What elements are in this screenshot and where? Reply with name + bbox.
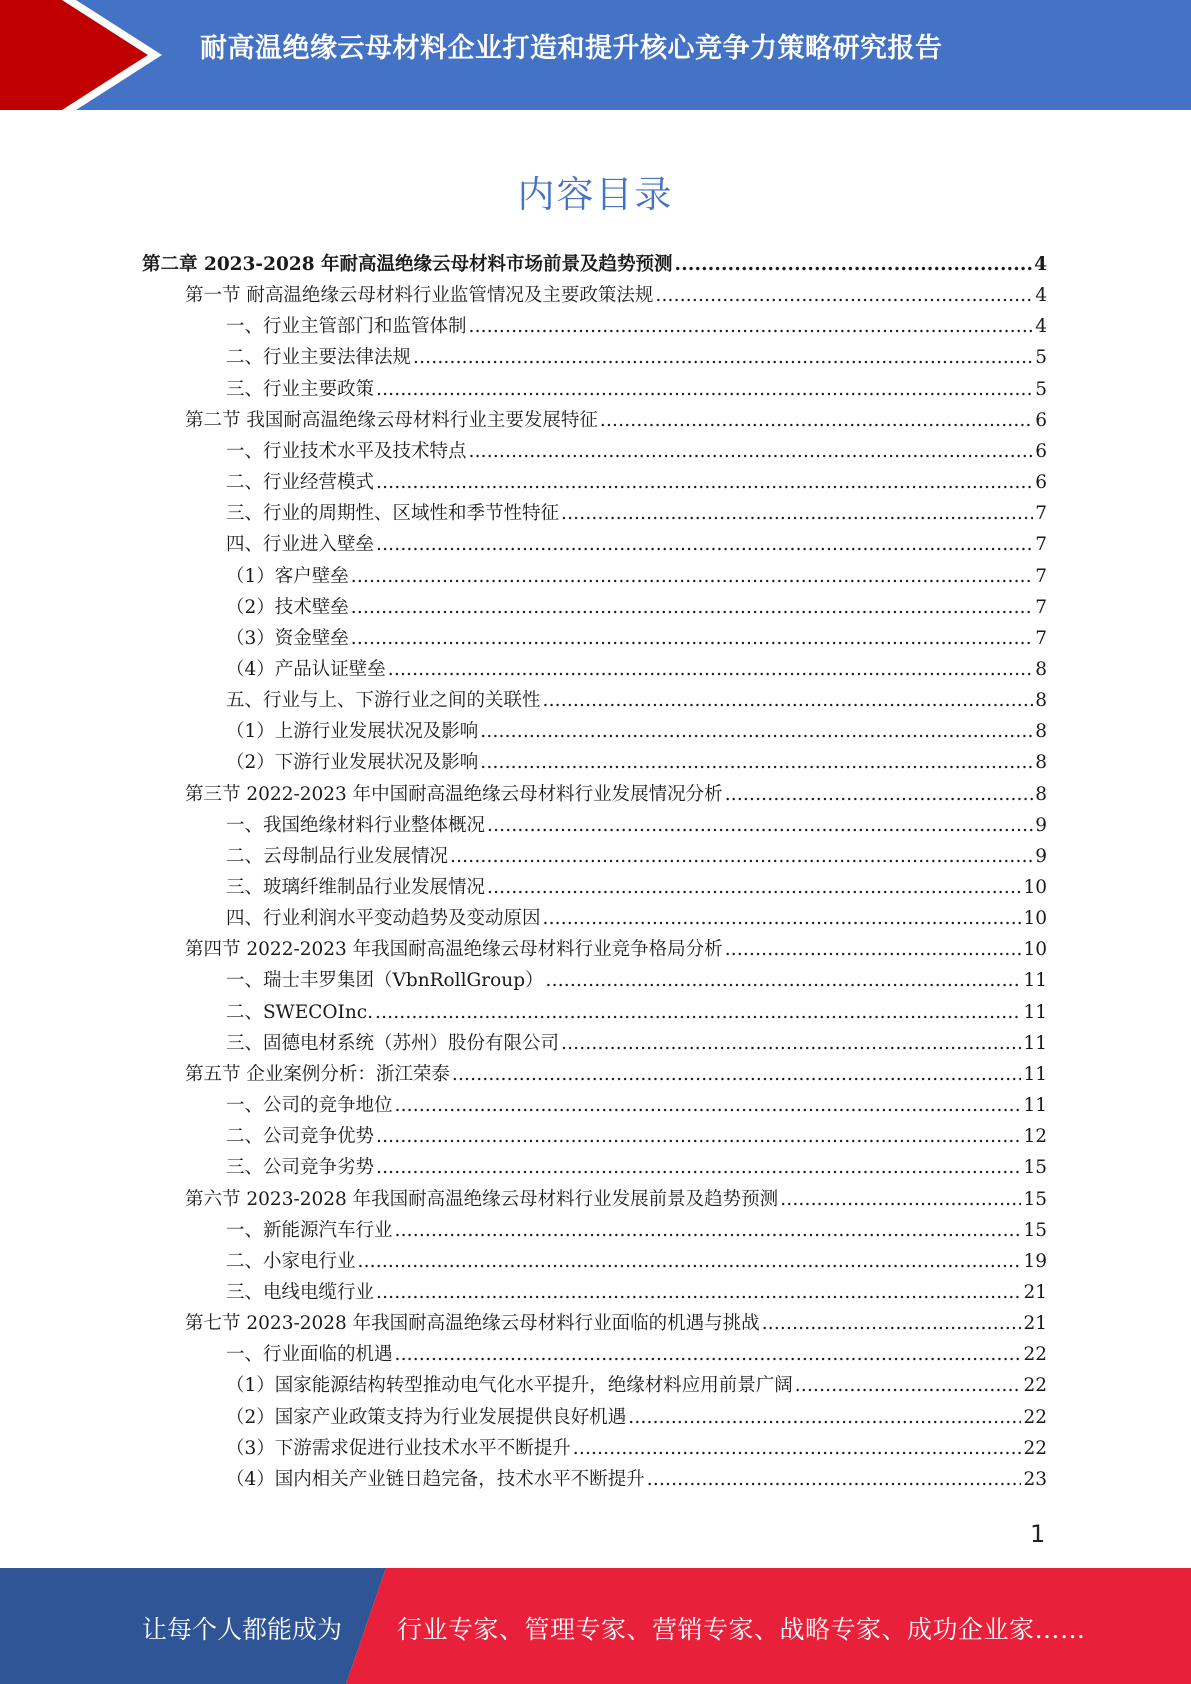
toc-entry-page: 11 (1023, 970, 1047, 992)
toc-entry-title: 第七节 2023-2028 年我国耐高温绝缘云母材料行业面临的机遇与挑战 (185, 1313, 760, 1335)
toc-entry-page: 11 (1023, 1032, 1047, 1054)
toc-entry-title: 二、行业经营模式 (226, 472, 375, 494)
toc-entry-title: （1）客户壁垒 (226, 565, 349, 587)
toc-subsection-entry[interactable] (226, 1216, 1047, 1247)
toc-subsection-entry[interactable] (226, 1434, 1047, 1465)
toc-entry-title: 四、行业利润水平变动趋势及变动原因 (226, 908, 541, 930)
toc-dot-leader (480, 721, 1033, 742)
toc-dot-leader (780, 1189, 1021, 1210)
toc-entry-page: 22 (1023, 1406, 1047, 1428)
toc-entry-page: 8 (1035, 783, 1047, 805)
toc-subsection-entry[interactable] (226, 1029, 1047, 1060)
toc-entry-page: 11 (1023, 1095, 1047, 1117)
toc-section-entry[interactable] (185, 281, 1047, 312)
toc-dot-leader (376, 472, 1033, 493)
toc-dot-leader (487, 815, 1033, 836)
toc-entry-title: 第一节 耐高温绝缘云母材料行业监管情况及主要政策法规 (185, 285, 654, 307)
toc-entry-title: 第五节 企业案例分析：浙江荣泰 (185, 1063, 450, 1085)
toc-subsection-entry[interactable] (226, 437, 1047, 468)
toc-entry-page: 5 (1035, 347, 1047, 369)
toc-entry-title: 三、行业主要政策 (226, 378, 375, 400)
toc-subsection-entry[interactable] (226, 1122, 1047, 1153)
toc-entry-page: 15 (1023, 1219, 1047, 1241)
toc-dot-leader (452, 1064, 1022, 1085)
toc-entry-title: 三、行业的周期性、区域性和季节性特征 (226, 503, 560, 525)
toc-entry-title: （4）产品认证壁垒 (226, 658, 386, 680)
toc-entry-page: 10 (1023, 908, 1047, 930)
toc-subsection-entry[interactable] (226, 1403, 1047, 1434)
toc-entry-title: 三、电线电缆行业 (226, 1281, 375, 1303)
toc-dot-leader (395, 1095, 1022, 1116)
toc-dot-leader (469, 316, 1034, 337)
toc-subsection-entry[interactable] (226, 1247, 1047, 1278)
toc-subsection-entry[interactable] (226, 686, 1047, 717)
toc-entry-title: （2）国家产业政策支持为行业发展提供良好机遇 (226, 1406, 627, 1428)
footer-slogan-right: 行业专家、管理专家、营销专家、战略专家、成功企业家…… (397, 1615, 1086, 1644)
toc-subsection-entry[interactable] (226, 904, 1047, 935)
toc-subsection-entry[interactable] (226, 717, 1047, 748)
toc-section-entry[interactable] (185, 780, 1047, 811)
page-header (0, 0, 1191, 110)
toc-entry-title: 第二章 2023-2028 年耐高温绝缘云母材料市场前景及趋势预测 (142, 254, 673, 275)
toc-entry-title: 一、行业技术水平及技术特点 (226, 440, 467, 462)
toc-entry-page: 6 (1035, 440, 1047, 462)
toc-dot-leader (762, 1313, 1022, 1334)
toc-subsection-entry[interactable] (226, 1091, 1047, 1122)
toc-entry-page: 6 (1035, 409, 1047, 431)
toc-entry-page: 8 (1035, 690, 1047, 712)
toc-subsection-entry[interactable] (226, 655, 1047, 686)
toc-entry-page: 23 (1023, 1468, 1047, 1490)
toc-subsection-entry[interactable] (226, 748, 1047, 779)
toc-dot-leader (546, 970, 1022, 991)
toc-dot-leader (413, 347, 1033, 368)
toc-dot-leader (655, 285, 1033, 306)
toc-dot-leader (675, 254, 1033, 275)
toc-entry-page: 15 (1023, 1188, 1047, 1210)
toc-entry-title: 第四节 2022-2023 年我国耐高温绝缘云母材料行业竞争格局分析 (185, 939, 723, 961)
toc-section-entry[interactable] (185, 1185, 1047, 1216)
toc-entry-title: 一、行业面临的机遇 (226, 1344, 393, 1366)
toc-entry-page: 7 (1035, 534, 1047, 556)
toc-entry-title: （2）技术壁垒 (226, 596, 349, 618)
toc-entry-title: （1）国家能源结构转型推动电气化水平提升，绝缘材料应用前景广阔 (226, 1375, 793, 1397)
page-number: 1 (1030, 1520, 1046, 1548)
toc-dot-leader (628, 1407, 1021, 1428)
toc-entry-page: 7 (1035, 627, 1047, 649)
toc-dot-leader (725, 784, 1034, 805)
toc-entry-page: 15 (1023, 1157, 1047, 1179)
toc-dot-leader (376, 1126, 1021, 1147)
toc-subsection-entry[interactable] (226, 998, 1047, 1029)
toc-dot-leader (351, 566, 1033, 587)
toc-entry-page: 4 (1035, 316, 1047, 338)
toc-entry-title: 二、云母制品行业发展情况 (226, 845, 449, 867)
toc-subsection-entry[interactable] (226, 1153, 1047, 1184)
toc-subsection-entry[interactable] (226, 375, 1047, 406)
toc-dot-leader (376, 379, 1033, 400)
toc-entry-title: 二、公司竞争优势 (226, 1126, 375, 1148)
toc-entry-page: 10 (1023, 877, 1047, 898)
toc-entry-page: 9 (1035, 845, 1047, 867)
toc-subsection-entry[interactable] (226, 499, 1047, 530)
toc-subsection-entry[interactable] (226, 1465, 1047, 1496)
toc-chapter-entry[interactable] (142, 250, 1047, 281)
toc-subsection-entry[interactable] (226, 811, 1047, 842)
toc-entry-title: 一、行业主管部门和监管体制 (226, 316, 467, 338)
document-title: 耐高温绝缘云母材料企业打造和提升核心竞争力策略研究报告 (200, 33, 943, 64)
toc-entry-title: 五、行业与上、下游行业之间的关联性 (226, 690, 541, 712)
toc-entry-title: 一、公司的竞争地位 (226, 1095, 393, 1117)
toc-dot-leader (600, 410, 1033, 431)
toc-entry-page: 22 (1023, 1375, 1047, 1397)
toc-dot-leader (450, 846, 1033, 867)
toc-entry-page: 4 (1035, 285, 1047, 307)
footer-slogan-left: 让每个人都能成为 (142, 1615, 343, 1644)
toc-dot-leader (351, 597, 1033, 618)
toc-entry-title: （3）下游需求促进行业技术水平不断提升 (226, 1437, 571, 1459)
toc-dot-leader (376, 1282, 1021, 1303)
toc-entry-title: 四、行业进入壁垒 (226, 534, 375, 556)
toc-dot-leader (376, 1157, 1021, 1178)
toc-entry-page: 21 (1023, 1313, 1047, 1335)
toc-subsection-entry[interactable] (226, 624, 1047, 655)
toc-entry-page: 9 (1035, 814, 1047, 836)
toc-dot-leader (395, 1220, 1022, 1241)
toc-subsection-entry[interactable] (226, 312, 1047, 343)
toc-entry-page: 12 (1023, 1126, 1047, 1148)
toc-entry-page: 8 (1035, 752, 1047, 774)
toc-dot-leader (351, 628, 1033, 649)
toc-entry-page: 8 (1035, 721, 1047, 743)
toc-heading: 内容目录 (517, 173, 674, 216)
toc-entry-page: 5 (1035, 378, 1047, 400)
toc-entry-title: 三、固德电材系统（苏州）股份有限公司 (226, 1032, 560, 1054)
toc-entry-title: （2）下游行业发展状况及影响 (226, 752, 479, 774)
toc-entry-title: 三、公司竞争劣势 (226, 1157, 375, 1179)
toc-entry-page: 11 (1023, 1063, 1047, 1085)
toc-dot-leader (376, 534, 1033, 555)
toc-entry-page: 19 (1023, 1250, 1047, 1272)
toc-entry-page: 11 (1023, 1001, 1047, 1023)
toc-dot-leader (480, 752, 1033, 773)
toc-entry-title: （3）资金壁垒 (226, 627, 349, 649)
toc-dot-leader (487, 877, 1021, 898)
toc-subsection-entry[interactable] (226, 842, 1047, 873)
toc-subsection-entry[interactable] (226, 530, 1047, 561)
toc-entry-title: 三、玻璃纤维制品行业发展情况 (226, 877, 486, 898)
toc-entry-title: 二、SWECOInc. (226, 1001, 373, 1023)
toc-subsection-entry[interactable] (226, 1371, 1047, 1402)
toc-entry-title: 第六节 2023-2028 年我国耐高温绝缘云母材料行业发展前景及趋势预测 (185, 1188, 779, 1210)
toc-dot-leader (469, 441, 1034, 462)
toc-entry-title: 第三节 2022-2023 年中国耐高温绝缘云母材料行业发展情况分析 (185, 783, 723, 805)
toc-entry-page: 22 (1023, 1437, 1047, 1459)
page-footer (0, 1568, 1191, 1684)
toc-subsection-entry[interactable] (226, 343, 1047, 374)
toc-entry-page: 21 (1023, 1281, 1047, 1303)
toc-dot-leader (375, 1002, 1021, 1023)
toc-entry-title: （4）国内相关产业链日趋完备，技术水平不断提升 (226, 1468, 645, 1490)
toc-dot-leader (647, 1469, 1022, 1490)
toc-entry-title: 一、瑞士丰罗集团（VbnRollGroup） (226, 970, 544, 992)
toc-dot-leader (543, 908, 1022, 929)
toc-entry-page: 10 (1023, 939, 1047, 961)
toc-subsection-entry[interactable] (226, 468, 1047, 499)
toc-dot-leader (573, 1438, 1022, 1459)
toc-subsection-entry[interactable] (226, 873, 1047, 904)
toc-entry-page: 4 (1034, 254, 1047, 275)
toc-section-entry[interactable] (185, 1309, 1047, 1340)
toc-entry-title: 二、小家电行业 (226, 1250, 356, 1272)
toc-entry-title: 第二节 我国耐高温绝缘云母材料行业主要发展特征 (185, 409, 598, 431)
toc-dot-leader (395, 1344, 1022, 1365)
toc-dot-leader (725, 939, 1022, 960)
toc-dot-leader (561, 1033, 1021, 1054)
toc-section-entry[interactable] (185, 935, 1047, 966)
toc-subsection-entry[interactable] (226, 1278, 1047, 1309)
toc-entry-title: （1）上游行业发展状况及影响 (226, 721, 479, 743)
toc-entry-page: 6 (1035, 472, 1047, 494)
toc-subsection-entry[interactable] (226, 966, 1047, 997)
toc-dot-leader (358, 1251, 1022, 1272)
toc-subsection-entry[interactable] (226, 1340, 1047, 1371)
toc-entry-page: 22 (1023, 1344, 1047, 1366)
toc-dot-leader (543, 690, 1034, 711)
toc-dot-leader (388, 659, 1033, 680)
toc-subsection-entry[interactable] (226, 593, 1047, 624)
toc-entry-page: 7 (1035, 565, 1047, 587)
toc-dot-leader (561, 503, 1033, 524)
toc-entry-page: 7 (1035, 596, 1047, 618)
toc-entry-title: 一、我国绝缘材料行业整体概况 (226, 814, 486, 836)
toc-section-entry[interactable] (185, 1060, 1047, 1091)
toc-entry-page: 7 (1035, 503, 1047, 525)
toc-entry-title: 一、新能源汽车行业 (226, 1219, 393, 1241)
toc-section-entry[interactable] (185, 406, 1047, 437)
toc-subsection-entry[interactable] (226, 562, 1047, 593)
toc-dot-leader (795, 1375, 1022, 1396)
toc-entry-title: 二、行业主要法律法规 (226, 347, 412, 369)
toc-entry-page: 8 (1035, 658, 1047, 680)
